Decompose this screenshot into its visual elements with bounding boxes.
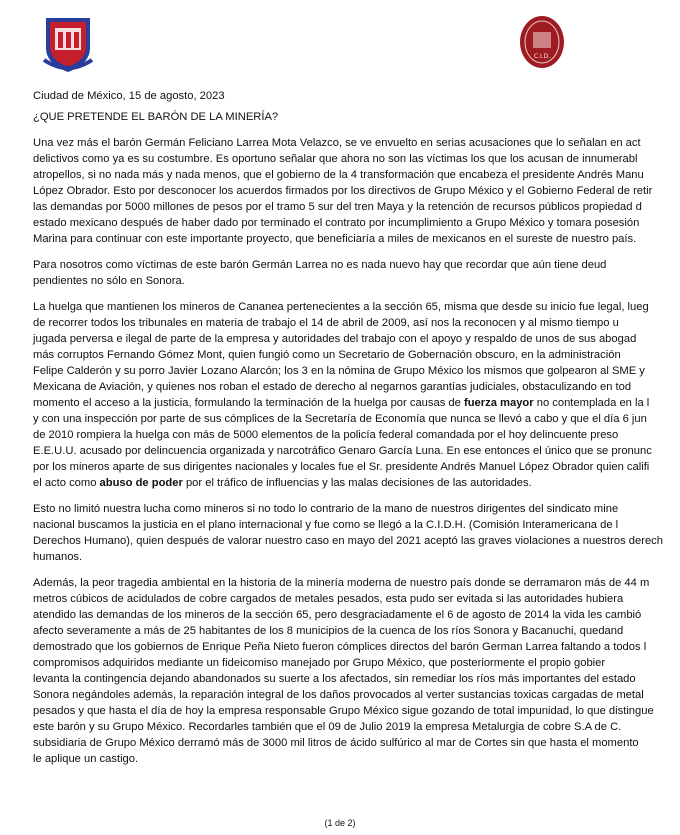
svg-text:C.I.D.: C.I.D.: [533, 53, 551, 60]
text-line: y con una inspección por parte de sus cómplices de la Secretaría de Economía que nunca se llevó a cabo y que el día 6 jun: [33, 413, 647, 425]
text-line: levanta la contingencia dejando abandonados su suerte a los afectados, sin remediar los ríos más importantes del estado: [33, 673, 636, 685]
text-line: Felipe Calderón y su porro Javier Lozano Alarcón; los 3 en la nómina de Grupo México los mismos que golpearon al SME y: [33, 365, 645, 377]
text-line: Esto no limitó nuestra lucha como mineros si no todo lo contrario de la mano de nuestros dirigentes del sindicato mine: [33, 503, 619, 515]
text-line: jugada perversa e ilegal de parte de la empresa y autoridades del trabajo con el apoyo y respaldo de unos de sus abogad: [33, 333, 637, 345]
text-line: nacional buscamos la justicia en el plano internacional y fue como se llegó a la C.I.D.H. (Comisión Interamericana de l: [33, 519, 619, 531]
text-line: le aplique un castigo.: [33, 753, 139, 765]
text-line: López Obrador. Esto por desconocer los acuerdos firmados por los directivos de Grupo México y el Gobierno Federal de retir: [33, 185, 653, 197]
paragraph: [33, 299, 680, 491]
text-line: por los mineros aparte de sus dirigentes nacionales y locales fue el Sr. presidente Andrés Manuel López Obrador quien califi: [33, 461, 650, 473]
text-line: afecto severamente a más de 25 habitantes de los 8 municipios de la cuenca de los ríos Sonora y Bacanuchi, quedand: [33, 625, 624, 637]
letter-body: [33, 88, 680, 777]
text-line: este barón y su Grupo México. Recordarles también que el 09 de Julio 2019 la empresa Metalurgia de cobre S.A de C.: [33, 721, 622, 733]
text-line: Marina para continuar con este importante proyecto, que beneficiaría a miles de mexicanos en el sureste de nuestro país.: [33, 233, 637, 245]
text-line: el acto como abuso de poder por el tráfico de influencias y las malas decisiones de las autoridades.: [33, 477, 532, 489]
text-line: más corruptos Fernando Gómez Mont, quien fungió como un Secretario de Gobernación obscuro, en la administración: [33, 349, 621, 361]
text-line: Sonora negándoles además, la reparación integral de los daños provocados al verter sustancias toxicas cargadas de metal: [33, 689, 644, 701]
text-line: humanos.: [33, 551, 83, 563]
letter-date: Ciudad de México, 15 de agosto, 2023: [33, 90, 225, 102]
text-line: Mexicana de Aviación, y quienes nos roban el estado de derecho al negarnos garantías judiciales, obstaculizando en tod: [33, 381, 632, 393]
text-line: momento el acceso a la justicia, formulando la terminación de la huelga por causas de fuerza mayor no contemplada en la l: [33, 397, 650, 409]
emphasis: fuerza mayor: [463, 397, 534, 409]
paragraph: [33, 257, 680, 289]
emphasis: abuso de poder: [99, 477, 183, 489]
text-line: Para nosotros como víctimas de este barón Germán Larrea no es nada nuevo hay que recordar que aún tiene deud: [33, 259, 607, 271]
text-line: atendido las demandas de los mineros de la sección 65, pero desgraciadamente el 6 de agosto de 2014 la vida les cambió: [33, 609, 642, 621]
text-line: La huelga que mantienen los mineros de Cananea pertenecientes a la sección 65, misma que desde su inicio fue legal, lueg: [33, 301, 649, 313]
paragraph: [33, 135, 680, 247]
text-line: Una vez más el barón Germán Feliciano Larrea Mota Velazco, se ve envuelto en serias acusaciones que lo señalan en act: [33, 137, 641, 149]
text-line: demostrado que los gobiernos de Enrique Peña Nieto fueron cómplices directos del barón German Larrea faltando a todos l: [33, 641, 647, 653]
text-line: pesados y que hasta el día de hoy la empresa responsable Grupo México sigue gozando de total impunidad, lo que distingue: [33, 705, 654, 717]
text-line: de recorrer todos los tribunales en materia de trabajo el 14 de abril de 2009, así nos la reconocen y al mismo tiempo u: [33, 317, 619, 329]
letter-title: ¿QUE PRETENDE EL BARÓN DE LA MINERÍA?: [33, 111, 279, 123]
paragraphs: [33, 135, 680, 767]
union-crest-logo: [38, 12, 98, 74]
text-line: compromisos adquiridos mediante un fideicomiso manejado por Grupo México, que posteriormente el propio gobier: [33, 657, 606, 669]
paragraph: [33, 575, 680, 767]
text-line: subsidiaria de Grupo México derramó más de 3000 mil litros de ácido sulfúrico al mar de Cortes sin que hasta el momento: [33, 737, 639, 749]
text-line: pendientes no sólo en Sonora.: [33, 275, 185, 287]
text-line: las demandas por 5000 millones de pesos por el tramo 5 sur del tren Maya y la retención de recursos públicos propiedad d: [33, 201, 642, 213]
text-line: Además, la peor tragedia ambiental en la historia de la minería moderna de nuestro país donde se derramaron más de 44 m: [33, 577, 650, 589]
text-line: estado mexicano después de haber dado por terminado el contrato por incumplimiento a Grupo México y tomara posesión: [33, 217, 640, 229]
text-line: E.E.U.U. acusado por delincuencia organizada y narcotráfico Genaro García Luna. En ese entonces el único que se pronunc: [33, 445, 652, 457]
paragraph: [33, 501, 680, 565]
text-line: Derechos Humano), quien después de valorar nuestro caso en mayo del 2021 aceptó las graves violaciones a nuestros derech: [33, 535, 663, 547]
cidh-seal-logo: [518, 14, 566, 70]
page-number: (1 de 2): [324, 818, 356, 828]
text-line: de 2010 rompiera la huelga con más de 5000 elementos de la policía federal comandada por el hoy delincuente preso: [33, 429, 619, 441]
text-line: atropellos, si no nada más y nada menos, que el gobierno de la 4 transformación que encabeza el presidente Andrés Manu: [33, 169, 644, 181]
text-line: delictivos como ya es su costumbre. Es oportuno señalar que ahora no son las víctimas los que los acusan de innumerabl: [33, 153, 638, 165]
text-line: metros cúbicos de acidulados de cobre cargados de metales pesados, esta pudo ser evitada si las autoridades hubiera: [33, 593, 624, 605]
